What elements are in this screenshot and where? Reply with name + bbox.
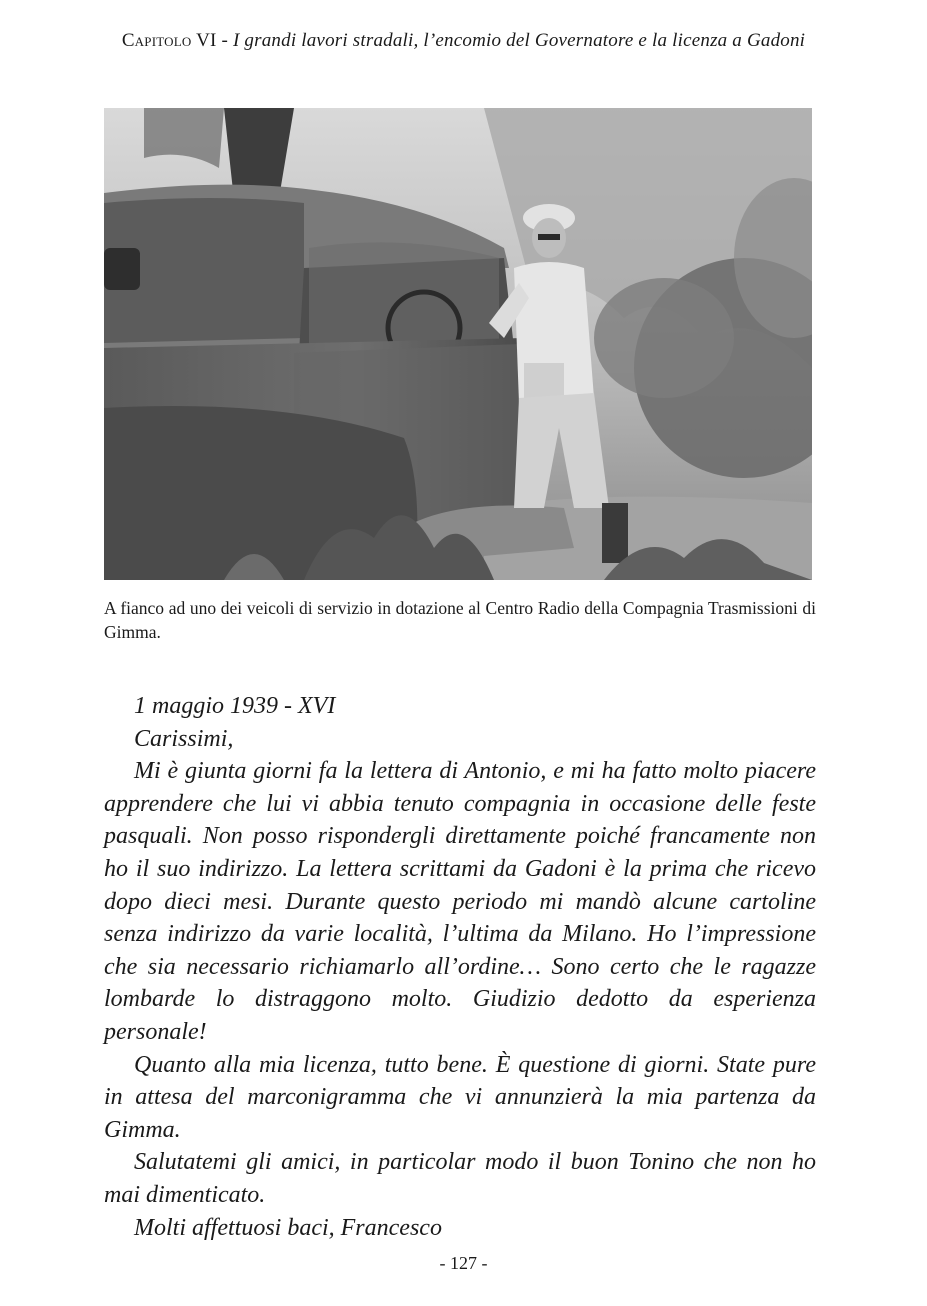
- letter-salutation: Carissimi,: [134, 725, 234, 752]
- letter-closing: Molti affettuosi baci, Francesco: [134, 1214, 442, 1241]
- photograph: [104, 108, 812, 580]
- letter-paragraph: Salutatemi gli amici, in particolar modo il buon Tonino che non ho mai dimenticato.: [104, 1149, 816, 1208]
- letter-paragraph: Quanto alla mia licenza, tutto bene. È questione di giorni. State pure in attesa del marconigramma che vi annunzierà la mia partenza da Gimma.: [104, 1051, 816, 1143]
- running-head: [0, 30, 927, 52]
- letter-body: [104, 690, 816, 1244]
- header-separator: -: [216, 30, 233, 51]
- chapter-label: Capitolo VI: [121, 30, 217, 51]
- photo-caption: A fianco ad uno dei veicoli di servizio in dotazione al Centro Radio della Compagnia Trasmissioni di Gimma.: [104, 598, 816, 642]
- letter-paragraph: Mi è giunta giorni fa la lettera di Antonio, e mi ha fatto molto piacere apprendere che lui vi abbia tenuto compagnia in occasione delle feste pasquali. Non posso rispondergli direttamente poiché francamente non ho il suo indirizzo. La lettera scrittami da Gadoni è la prima che ricevo dopo dieci mesi. Durante questo periodo mi mandò alcune cartoline senza indirizzo da varie località, l’ultima da Milano. Ho l’impressione che sia necessario richiamarlo all’ordine… Sono certo che le ragazze lombarde lo distraggono molto. Giudizio dedotto da esperienza personale!: [104, 758, 816, 1045]
- page-number: - 127 -: [439, 1253, 488, 1273]
- letter-date: 1 maggio 1939 - XVI: [134, 693, 336, 719]
- chapter-title: I grandi lavori stradali, l’encomio del Governatore e la licenza a Gadoni: [232, 30, 806, 51]
- photo-illustration: [104, 108, 812, 580]
